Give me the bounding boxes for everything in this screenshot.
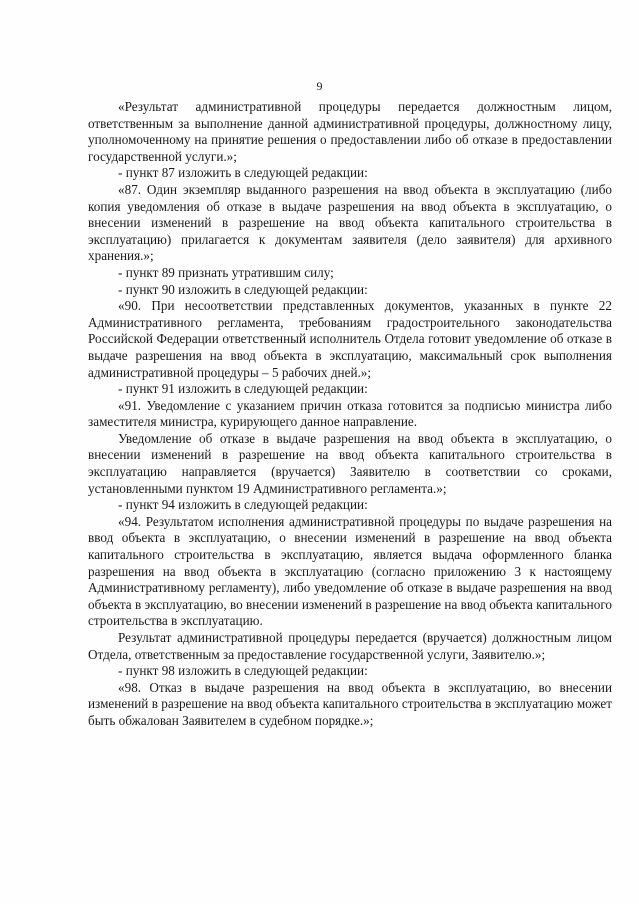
paragraph-91: «91. Уведомление с указанием причин отказа готовится за подписью министра либо заместителя министра, курирующего данное направление. <box>88 397 612 430</box>
document-body <box>88 99 612 730</box>
page-number: 9 <box>316 79 323 93</box>
paragraph-94-result: Результат административной процедуры передается (вручается) должностным лицом Отдела, ответственным за предоставление государственной услуги, Заявителю.»; <box>88 630 612 662</box>
amendment-item-91: - пункт 91 изложить в следующей редакции: <box>118 381 368 397</box>
paragraph-result-transfer: «Результат административной процедуры передается должностным лицом, ответственным за выполнение данной административной процедуры, должностному лицу, уполномоченному на принятие решения о предоставлении либо об отказе в предоставлении государственной услуги.»; <box>88 99 612 164</box>
amendment-item-87: - пункт 87 изложить в следующей редакции: <box>118 165 368 181</box>
amendment-item-94: - пункт 94 изложить в следующей редакции: <box>118 497 368 513</box>
paragraph-91-notice: Уведомление об отказе в выдаче разрешения на ввод объекта в эксплуатацию, о внесении изменений в разрешение на ввод объекта капитального строительства в эксплуатацию направляется (вручается) Заявителю в соответствии со сроками, установленными пунктом 19 Административного регламента.»; <box>88 430 612 496</box>
amendment-item-89: - пункт 89 признать утратившим силу; <box>118 264 334 280</box>
amendment-item-90: - пункт 90 изложить в следующей редакции: <box>118 281 368 297</box>
paragraph-87: «87. Один экземпляр выданного разрешения на ввод объекта в эксплуатацию (либо копия уведомления об отказе в выдаче разрешения на ввод объекта в эксплуатацию, о внесении изменений в разрешение на ввод объекта капитального строительства в эксплуатацию) прилагается к документам заявителя (дело заявителя) для архивного хранения.»; <box>88 181 612 264</box>
paragraph-98: «98. Отказ в выдаче разрешения на ввод объекта в эксплуатацию, во внесении изменений в разрешение на ввод объекта капитального строительства в эксплуатацию может быть обжалован Заявителем в судебном порядке.»; <box>88 679 612 728</box>
amendment-item-98: - пункт 98 изложить в следующей редакции: <box>118 663 368 679</box>
paragraph-90: «90. При несоответствии представленных документов, указанных в пункте 22 Административного регламента, требованиям градостроительного законодательства Российской Федерации ответственный исполнитель Отдела готовит уведомление об отказе в выдаче разрешения на ввод объекта в эксплуатацию, максимальный срок выполнения административной процедуры – 5 рабочих дней.»; <box>88 298 612 380</box>
paragraph-94: «94. Результатом исполнения административной процедуры по выдаче разрешения на ввод объекта в эксплуатацию, о внесении изменений в разрешение на ввод объекта капитального строительства в эксплуатацию, является выдача оформленного бланка разрешения на ввод объекта в эксплуатацию (согласно приложению 3 к настоящему Административному регламенту), либо уведомление об отказе в выдаче разрешения на ввод объекта в эксплуатацию, во внесении изменений в разрешение на ввод объекта капитального строительства в эксплуатацию. <box>88 513 612 629</box>
